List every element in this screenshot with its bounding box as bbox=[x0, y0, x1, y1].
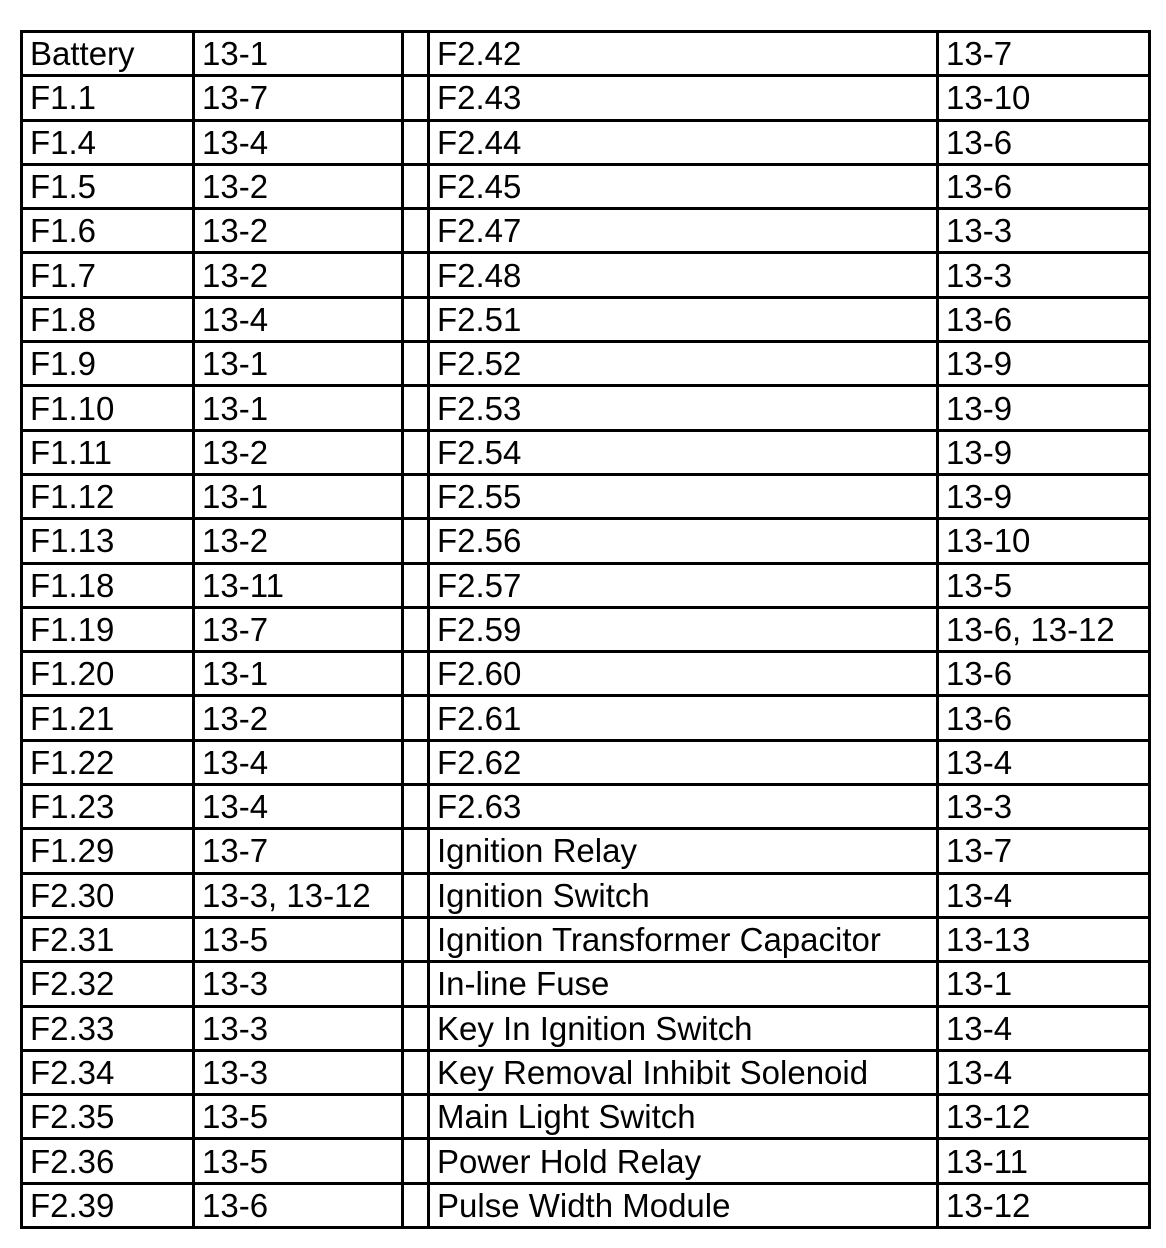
left-page-cell: 13-11 bbox=[194, 563, 403, 607]
left-item-cell: F1.11 bbox=[22, 430, 194, 474]
left-item-cell: F2.36 bbox=[22, 1139, 194, 1183]
left-item-cell: F1.22 bbox=[22, 740, 194, 784]
left-page-cell: 13-3 bbox=[194, 1006, 403, 1050]
left-page-cell: 13-7 bbox=[194, 607, 403, 651]
column-gap-cell bbox=[403, 1183, 429, 1227]
left-item-cell: Battery bbox=[22, 32, 194, 76]
right-item-cell: F2.63 bbox=[429, 785, 938, 829]
column-gap-cell bbox=[403, 297, 429, 341]
left-item-cell: F1.21 bbox=[22, 696, 194, 740]
right-item-cell: F2.59 bbox=[429, 607, 938, 651]
left-page-cell: 13-6 bbox=[194, 1183, 403, 1227]
column-gap-cell bbox=[403, 607, 429, 651]
column-gap-cell bbox=[403, 1095, 429, 1139]
column-gap-cell bbox=[403, 474, 429, 518]
left-item-cell: F1.8 bbox=[22, 297, 194, 341]
column-gap-cell bbox=[403, 386, 429, 430]
right-page-cell: 13-9 bbox=[938, 474, 1150, 518]
left-page-cell: 13-7 bbox=[194, 829, 403, 873]
column-gap-cell bbox=[403, 164, 429, 208]
right-page-cell: 13-10 bbox=[938, 76, 1150, 120]
right-page-cell: 13-4 bbox=[938, 740, 1150, 784]
left-page-cell: 13-1 bbox=[194, 342, 403, 386]
right-item-cell: F2.62 bbox=[429, 740, 938, 784]
left-page-cell: 13-5 bbox=[194, 917, 403, 961]
left-page-cell: 13-2 bbox=[194, 430, 403, 474]
column-gap-cell bbox=[403, 873, 429, 917]
table-row bbox=[22, 1139, 1150, 1183]
column-gap-cell bbox=[403, 652, 429, 696]
column-gap-cell bbox=[403, 342, 429, 386]
right-item-cell: F2.52 bbox=[429, 342, 938, 386]
right-page-cell: 13-7 bbox=[938, 32, 1150, 76]
column-gap-cell bbox=[403, 32, 429, 76]
column-gap-cell bbox=[403, 740, 429, 784]
left-item-cell: F1.1 bbox=[22, 76, 194, 120]
left-item-cell: F2.33 bbox=[22, 1006, 194, 1050]
table-row bbox=[22, 917, 1150, 961]
right-item-cell: F2.55 bbox=[429, 474, 938, 518]
left-page-cell: 13-4 bbox=[194, 297, 403, 341]
table-row bbox=[22, 962, 1150, 1006]
column-gap-cell bbox=[403, 563, 429, 607]
right-item-cell: Ignition Switch bbox=[429, 873, 938, 917]
right-item-cell: F2.54 bbox=[429, 430, 938, 474]
left-item-cell: F1.6 bbox=[22, 209, 194, 253]
column-gap-cell bbox=[403, 785, 429, 829]
left-page-cell: 13-2 bbox=[194, 696, 403, 740]
left-item-cell: F2.31 bbox=[22, 917, 194, 961]
left-page-cell: 13-5 bbox=[194, 1139, 403, 1183]
right-item-cell: F2.43 bbox=[429, 76, 938, 120]
table-row bbox=[22, 1050, 1150, 1094]
right-item-cell: Key Removal Inhibit Solenoid bbox=[429, 1050, 938, 1094]
table-row bbox=[22, 740, 1150, 784]
table-row bbox=[22, 76, 1150, 120]
table-row bbox=[22, 873, 1150, 917]
right-page-cell: 13-4 bbox=[938, 1050, 1150, 1094]
left-page-cell: 13-4 bbox=[194, 120, 403, 164]
left-item-cell: F2.34 bbox=[22, 1050, 194, 1094]
right-page-cell: 13-6 bbox=[938, 164, 1150, 208]
left-item-cell: F2.30 bbox=[22, 873, 194, 917]
right-page-cell: 13-3 bbox=[938, 209, 1150, 253]
left-item-cell: F2.35 bbox=[22, 1095, 194, 1139]
left-item-cell: F1.10 bbox=[22, 386, 194, 430]
right-page-cell: 13-3 bbox=[938, 785, 1150, 829]
left-page-cell: 13-2 bbox=[194, 253, 403, 297]
table-row bbox=[22, 474, 1150, 518]
left-item-cell: F1.13 bbox=[22, 519, 194, 563]
column-gap-cell bbox=[403, 696, 429, 740]
left-item-cell: F1.5 bbox=[22, 164, 194, 208]
left-page-cell: 13-4 bbox=[194, 785, 403, 829]
column-gap-cell bbox=[403, 1050, 429, 1094]
table-row bbox=[22, 430, 1150, 474]
right-page-cell: 13-11 bbox=[938, 1139, 1150, 1183]
right-page-cell: 13-6 bbox=[938, 297, 1150, 341]
right-item-cell: F2.56 bbox=[429, 519, 938, 563]
right-page-cell: 13-12 bbox=[938, 1095, 1150, 1139]
right-page-cell: 13-9 bbox=[938, 386, 1150, 430]
right-item-cell: F2.60 bbox=[429, 652, 938, 696]
table-row bbox=[22, 32, 1150, 76]
right-item-cell: F2.48 bbox=[429, 253, 938, 297]
right-item-cell: F2.53 bbox=[429, 386, 938, 430]
right-page-cell: 13-6 bbox=[938, 652, 1150, 696]
left-item-cell: F1.29 bbox=[22, 829, 194, 873]
table-row bbox=[22, 120, 1150, 164]
right-item-cell: Ignition Transformer Capacitor bbox=[429, 917, 938, 961]
right-page-cell: 13-3 bbox=[938, 253, 1150, 297]
table-row bbox=[22, 1183, 1150, 1227]
column-gap-cell bbox=[403, 829, 429, 873]
left-page-cell: 13-1 bbox=[194, 474, 403, 518]
left-item-cell: F1.19 bbox=[22, 607, 194, 651]
table-row bbox=[22, 297, 1150, 341]
left-page-cell: 13-2 bbox=[194, 519, 403, 563]
right-page-cell: 13-1 bbox=[938, 962, 1150, 1006]
index-table-body bbox=[22, 32, 1150, 1228]
table-row bbox=[22, 1095, 1150, 1139]
table-row bbox=[22, 652, 1150, 696]
right-item-cell: In-line Fuse bbox=[429, 962, 938, 1006]
right-page-cell: 13-7 bbox=[938, 829, 1150, 873]
left-page-cell: 13-3, 13-12 bbox=[194, 873, 403, 917]
right-item-cell: F2.42 bbox=[429, 32, 938, 76]
left-item-cell: F2.39 bbox=[22, 1183, 194, 1227]
right-page-cell: 13-5 bbox=[938, 563, 1150, 607]
right-item-cell: F2.45 bbox=[429, 164, 938, 208]
table-row bbox=[22, 342, 1150, 386]
table-row bbox=[22, 386, 1150, 430]
right-item-cell: Main Light Switch bbox=[429, 1095, 938, 1139]
right-page-cell: 13-4 bbox=[938, 1006, 1150, 1050]
left-page-cell: 13-2 bbox=[194, 164, 403, 208]
left-page-cell: 13-3 bbox=[194, 1050, 403, 1094]
left-page-cell: 13-4 bbox=[194, 740, 403, 784]
table-row bbox=[22, 607, 1150, 651]
left-item-cell: F1.23 bbox=[22, 785, 194, 829]
left-page-cell: 13-1 bbox=[194, 386, 403, 430]
left-page-cell: 13-7 bbox=[194, 76, 403, 120]
table-row bbox=[22, 563, 1150, 607]
left-page-cell: 13-1 bbox=[194, 652, 403, 696]
right-item-cell: Key In Ignition Switch bbox=[429, 1006, 938, 1050]
table-row bbox=[22, 829, 1150, 873]
right-item-cell: F2.61 bbox=[429, 696, 938, 740]
right-page-cell: 13-12 bbox=[938, 1183, 1150, 1227]
column-gap-cell bbox=[403, 209, 429, 253]
table-row bbox=[22, 253, 1150, 297]
right-page-cell: 13-9 bbox=[938, 430, 1150, 474]
right-page-cell: 13-6 bbox=[938, 120, 1150, 164]
column-gap-cell bbox=[403, 917, 429, 961]
table-row bbox=[22, 785, 1150, 829]
left-page-cell: 13-5 bbox=[194, 1095, 403, 1139]
right-page-cell: 13-9 bbox=[938, 342, 1150, 386]
column-gap-cell bbox=[403, 430, 429, 474]
left-item-cell: F1.12 bbox=[22, 474, 194, 518]
table-row bbox=[22, 696, 1150, 740]
right-item-cell: Pulse Width Module bbox=[429, 1183, 938, 1227]
right-item-cell: F2.57 bbox=[429, 563, 938, 607]
table-row bbox=[22, 1006, 1150, 1050]
column-gap-cell bbox=[403, 1139, 429, 1183]
left-item-cell: F1.20 bbox=[22, 652, 194, 696]
left-page-cell: 13-3 bbox=[194, 962, 403, 1006]
right-page-cell: 13-6 bbox=[938, 696, 1150, 740]
right-item-cell: F2.51 bbox=[429, 297, 938, 341]
left-item-cell: F1.4 bbox=[22, 120, 194, 164]
right-item-cell: Ignition Relay bbox=[429, 829, 938, 873]
index-table bbox=[20, 30, 1151, 1229]
column-gap-cell bbox=[403, 76, 429, 120]
right-item-cell: Power Hold Relay bbox=[429, 1139, 938, 1183]
left-page-cell: 13-2 bbox=[194, 209, 403, 253]
left-item-cell: F1.9 bbox=[22, 342, 194, 386]
right-page-cell: 13-10 bbox=[938, 519, 1150, 563]
column-gap-cell bbox=[403, 1006, 429, 1050]
right-page-cell: 13-13 bbox=[938, 917, 1150, 961]
column-gap-cell bbox=[403, 120, 429, 164]
left-item-cell: F1.7 bbox=[22, 253, 194, 297]
right-item-cell: F2.44 bbox=[429, 120, 938, 164]
index-table-container bbox=[20, 30, 1148, 1228]
table-row bbox=[22, 209, 1150, 253]
left-page-cell: 13-1 bbox=[194, 32, 403, 76]
table-row bbox=[22, 519, 1150, 563]
right-page-cell: 13-6, 13-12 bbox=[938, 607, 1150, 651]
right-item-cell: F2.47 bbox=[429, 209, 938, 253]
left-item-cell: F2.32 bbox=[22, 962, 194, 1006]
table-row bbox=[22, 164, 1150, 208]
column-gap-cell bbox=[403, 962, 429, 1006]
column-gap-cell bbox=[403, 519, 429, 563]
column-gap-cell bbox=[403, 253, 429, 297]
right-page-cell: 13-4 bbox=[938, 873, 1150, 917]
left-item-cell: F1.18 bbox=[22, 563, 194, 607]
